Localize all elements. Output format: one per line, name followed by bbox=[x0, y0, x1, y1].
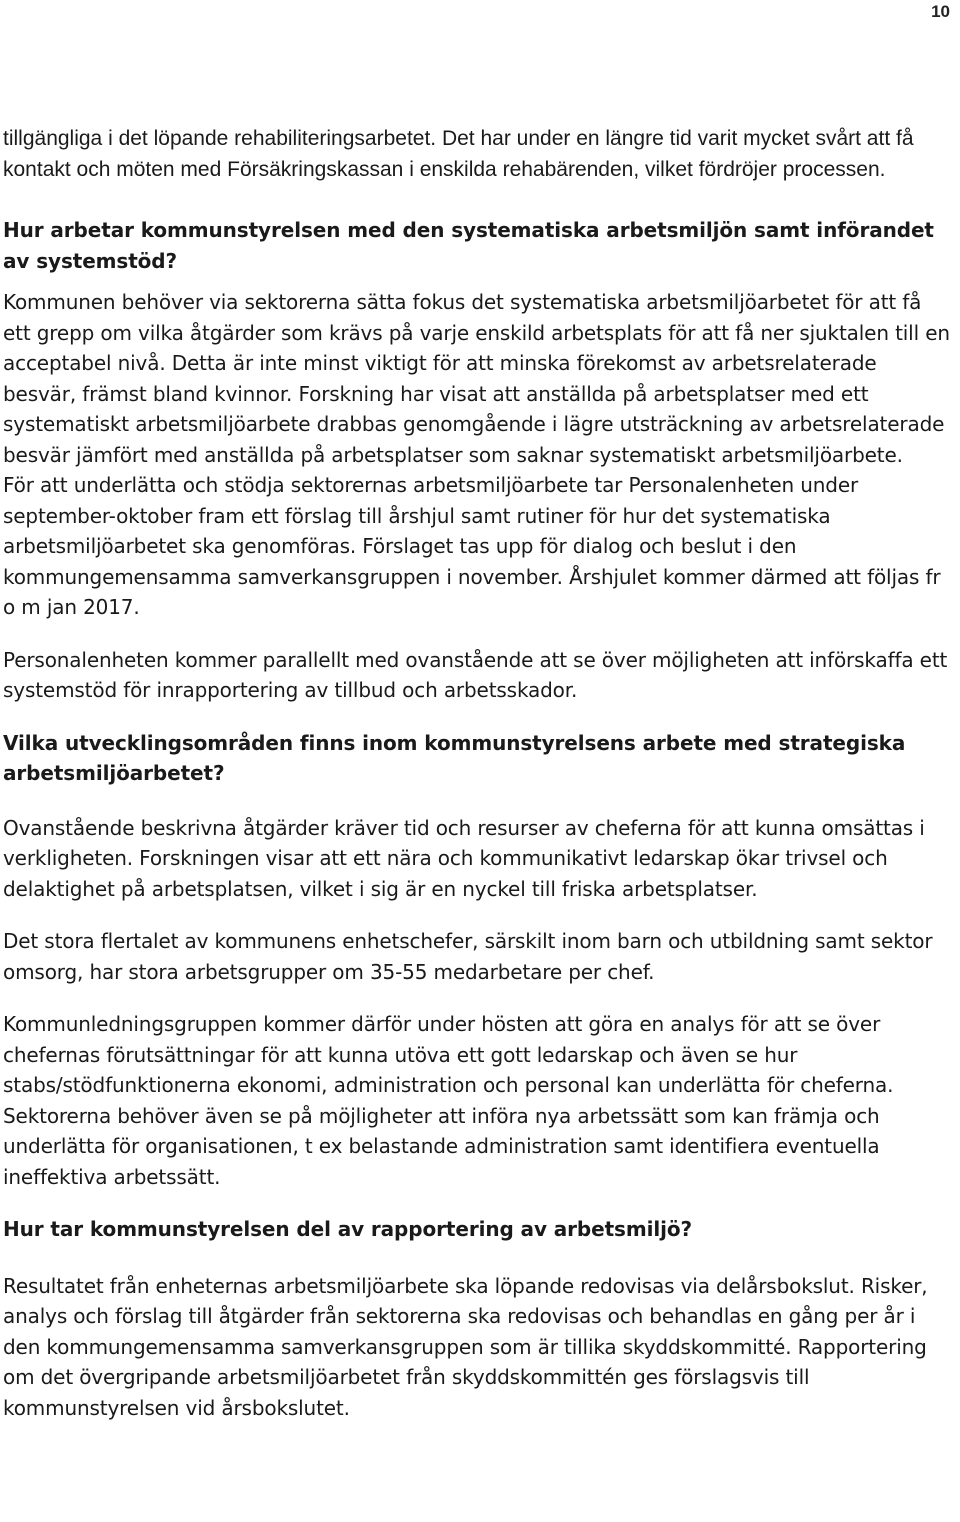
paragraph-reporting-results: Resultatet från enheternas arbetsmiljöarbete ska löpande redovisas via delårsbokslut. Risker, analys och förslag till åtgärder från sektorerna ska redovisas och behandlas en gång per år i den kommungemensamma samverkansgruppen som är tillika skyddskommitté. Rapportering om det övergripande arbetsmiljöarbetet från skyddskommittén ges förslagsvis till kommunstyrelsen vid årsbokslutet. bbox=[3, 1273, 928, 1420]
paragraph-sector-focus: Kommunen behöver via sektorerna sätta fokus det systematiska arbetsmiljöarbetet för att få ett grepp om vilka åtgärder som krävs på varje enskild arbetsplats för att få ner sjuktalen till en acceptabel nivå. Detta är inte minst viktigt för att minska förekomst av arbetsrelaterade besvär, främst bland kvinnor. Forskning har visat att anställda på arbetsplatser med ett systematiskt arbetsmiljöarbete drabbas genomgående i lägre utsträckning av arbetsrelaterade besvär jämfört med anställda på arbetsplatser som saknar systematiskt arbetsmiljöarbete. bbox=[3, 290, 950, 467]
heading-systematic-work: Hur arbetar kommunstyrelsen med den systematiska arbetsmiljön samt införandet av systemstöd? bbox=[3, 218, 934, 273]
paragraph-annual-wheel: För att underlätta och stödja sektorernas arbetsmiljöarbete tar Personalenheten under september-oktober fram ett förslag till årshjul samt rutiner för hur det systematiska arbetsmiljöarbetet ska genomföras. Förslaget tas upp för dialog och beslut i den kommungemensamma samverkansgruppen i november. Årshjulet kommer därmed att följas fr o m jan 2017. bbox=[3, 473, 941, 619]
paragraph-unit-managers: Det stora flertalet av kommunens enhetschefer, särskilt inom barn och utbildning samt sektor omsorg, har stora arbetsgrupper om 35-55 medarbetare per chef. bbox=[3, 929, 933, 984]
heading-development-areas: Vilka utvecklingsområden finns inom kommunstyrelsens arbete med strategiska arbetsmiljöarbetet? bbox=[3, 730, 906, 785]
paragraph-management-analysis: Kommunledningsgruppen kommer därför under hösten att göra en analys för att se över chefernas förutsättningar för att kunna utöva ett gott ledarskap och även se hur stabs/stödfunktionerna ekonomi, administration och personal kan underlätta för cheferna. Sektorerna behöver även se på möjligheter att införa nya arbetssätt som kan främja och underlätta för organisationen, t ex belastande administration samt identifiera eventuella ineffektiva arbetssätt. bbox=[3, 1012, 894, 1189]
paragraph-system-support: Personalenheten kommer parallellt med ovanstående att se över möjligheten att införskaffa ett systemstöd för inrapportering av tillbud och arbetsskador. bbox=[3, 647, 948, 702]
paragraph-rehab: tillgängliga i det löpande rehabiliteringsarbetet. Det har under en längre tid varit mycket svårt att få kontakt och möten med Försäkringskassan i enskilda rehabärenden, vilket fördröjer processen. bbox=[3, 127, 914, 181]
page-number: 10 bbox=[931, 2, 950, 21]
document-body bbox=[3, 124, 955, 1423]
heading-reporting: Hur tar kommunstyrelsen del av rapportering av arbetsmiljö? bbox=[3, 1217, 693, 1241]
paragraph-resources: Ovanstående beskrivna åtgärder kräver tid och resurser av cheferna för att kunna omsättas i verkligheten. Forskningen visar att ett nära och kommunikativt ledarskap ökar trivsel och delaktighet på arbetsplatsen, vilket i sig är en nyckel till friska arbetsplatser. bbox=[3, 815, 925, 901]
